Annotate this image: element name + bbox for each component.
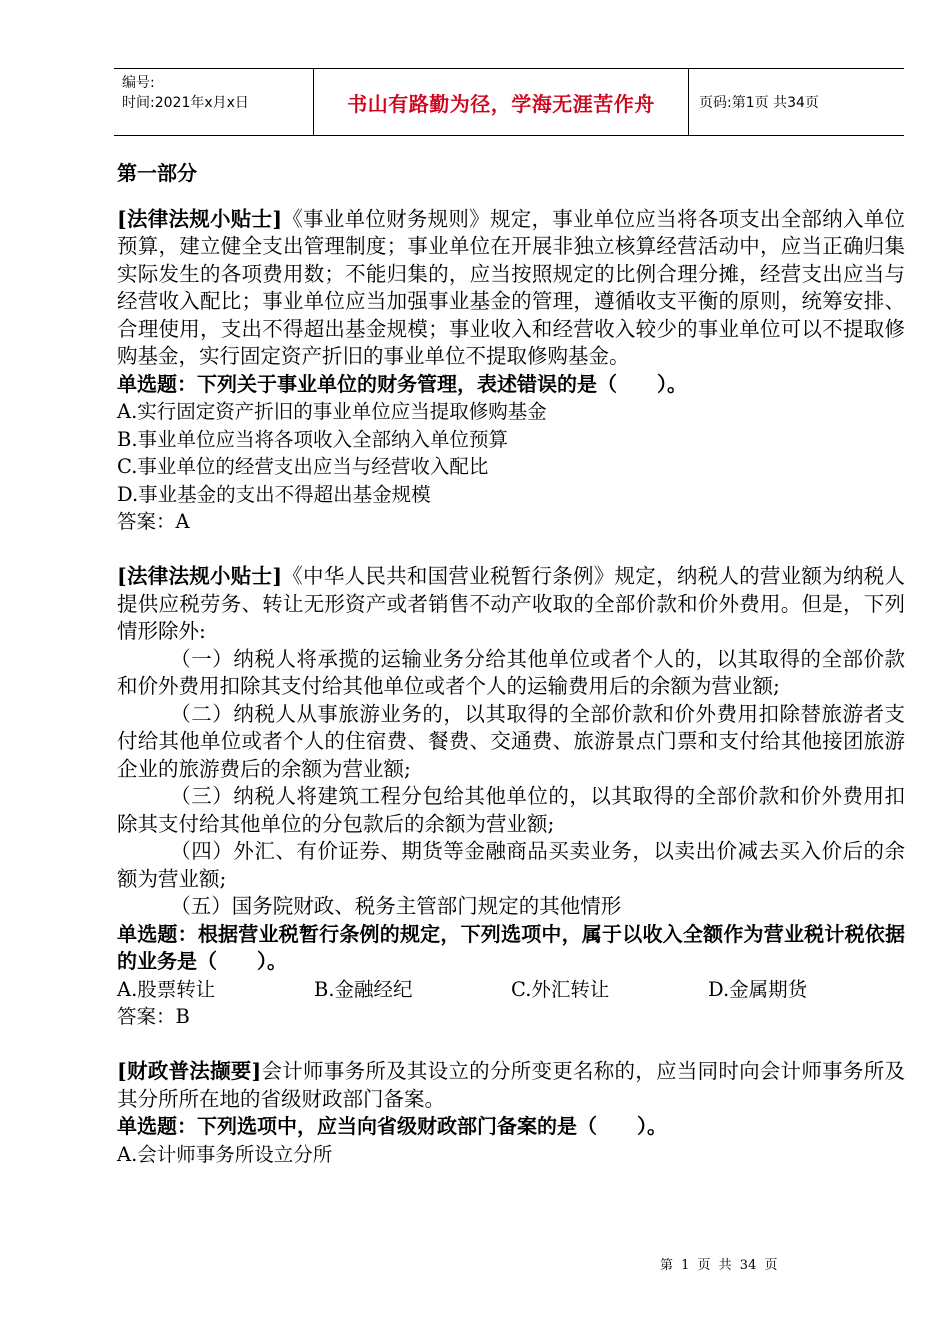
- document-body: [117, 150, 905, 1168]
- law-tip-text: 《事业单位财务规则》规定，事业单位应当将各项支出全部纳入单位预算，建立健全支出管理制度；事业单位在开展非独立核算经营活动中，应当正确归集实际发生的各项费用数；不能归集的，应当按照规定的比例合理分摊，经营支出应当与经营收入配比；事业单位应当加强事业基金的管理，遵循收支平衡的原则，统筹安排、合理使用，支出不得超出基金规模；事业收入和经营收入较少的事业单位可以不提取修购基金，实行固定资产折旧的事业单位不提取修购基金。: [117, 206, 905, 368]
- header-meta: [114, 69, 314, 135]
- page-footer: 第 1 页 共 34 页: [660, 1258, 778, 1273]
- law-tip-tag: [法律法规小贴士]: [117, 206, 283, 231]
- law-tip-text: 会计师事务所及其设立的分所变更名称的，应当同时向会计师事务所及其分所所在地的省级财政部门备案。: [117, 1059, 905, 1111]
- time-label: 时间:2021年x月x日: [122, 95, 249, 111]
- option-c: C.外汇转让: [511, 977, 610, 1001]
- option-d: D.事业基金的支出不得超出基金规模: [117, 482, 431, 506]
- part-title: 第一部分: [117, 161, 197, 185]
- options-row: [117, 976, 905, 1004]
- list-item: （五）国务院财政、税务主管部门规定的其他情形: [170, 894, 622, 918]
- header-motto: 书山有路勤为径，学海无涯苦作舟: [314, 69, 689, 135]
- header-table: [114, 68, 904, 136]
- page-label: 页码:第1页 共34页: [699, 95, 819, 111]
- option-b: B.事业单位应当将各项收入全部纳入单位预算: [117, 427, 509, 451]
- option-d: D.金属期货: [708, 977, 808, 1001]
- law-tip-paragraph: [117, 1058, 905, 1113]
- option-a: A.股票转让: [117, 977, 216, 1001]
- option-a: A.实行固定资产折旧的事业单位应当提取修购基金: [117, 400, 547, 423]
- question: 单选题：下列选项中，应当向省级财政部门备案的是（ ）。: [117, 1114, 667, 1138]
- option-c: C.事业单位的经营支出应当与经营收入配比: [117, 455, 489, 478]
- option-b: B.金融经纪: [314, 977, 413, 1001]
- number-label: 编号:: [122, 75, 155, 91]
- option-a: A.会计师事务所设立分所: [117, 1142, 333, 1166]
- law-tip-tag: [法律法规小贴士]: [117, 564, 283, 588]
- list-item: （四）外汇、有价证券、期货等金融商品买卖业务，以卖出价减去买入价后的余额为营业额;: [117, 839, 905, 891]
- question: 单选题：根据营业税暂行条例的规定，下列选项中，属于以收入全额作为营业税计税依据的业务是（ ）。: [117, 921, 905, 973]
- list-item: （一）纳税人将承揽的运输业务分给其他单位或者个人的，以其取得的全部价款和价外费用扣除其支付给其他单位或者个人的运输费用后的余额为营业额;: [117, 646, 905, 698]
- law-tip-paragraph: [117, 206, 905, 371]
- list-item: （三）纳税人将建筑工程分包给其他单位的，以其取得的全部价款和价外费用扣除其支付给其他单位的分包款后的余额为营业额;: [117, 784, 905, 836]
- law-tip-tag: [财政普法撷要]: [117, 1059, 262, 1083]
- answer: 答案：B: [117, 1005, 190, 1028]
- law-tip-text: 《中华人民共和国营业税暂行条例》规定，纳税人的营业额为纳税人提供应税劳务、转让无形资产或者销售不动产收取的全部价款和价外费用。但是，下列情形除外:: [117, 564, 905, 643]
- law-tip-paragraph: [117, 563, 905, 646]
- question: 单选题：下列关于事业单位的财务管理，表述错误的是（ ）。: [117, 371, 687, 396]
- list-item: （二）纳税人从事旅游业务的，以其取得的全部价款和价外费用扣除替旅游者支付给其他单位或者个人的住宿费、餐费、交通费、旅游景点门票和支付给其他接团旅游企业的旅游费后的余额为营业额;: [117, 701, 905, 781]
- answer: 答案：A: [117, 510, 190, 533]
